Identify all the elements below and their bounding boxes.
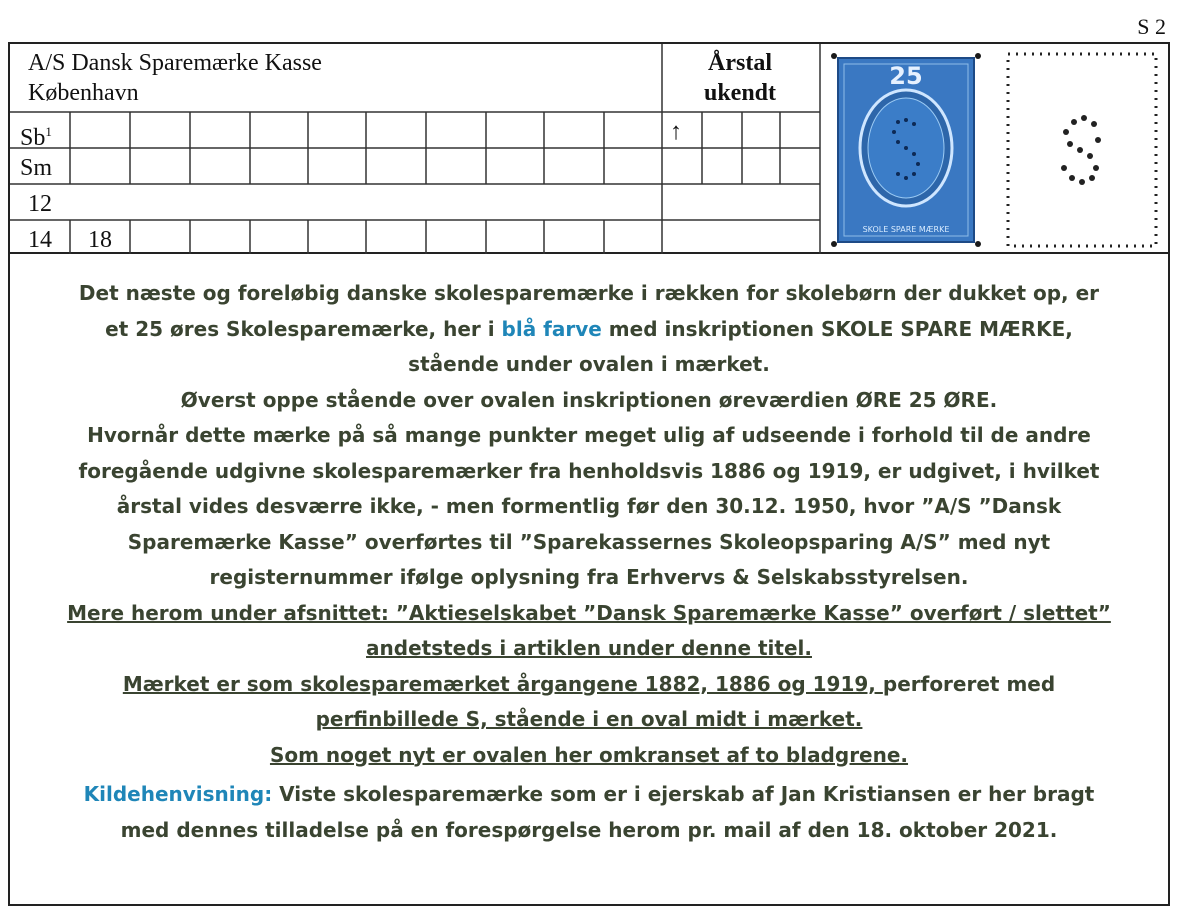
arrow-up-icon: ↑ — [670, 119, 682, 145]
stamp-back-perfin-image — [1004, 50, 1160, 250]
catalog-header — [10, 44, 1168, 254]
para-5-line-3: Som noget nyt er ovalen her omkranset af to bladgrene. — [269, 742, 909, 767]
para-3-line-1: Hvornår dette mærke på så mange punkter meget ulig af udseende i forhold til de andre — [87, 423, 1091, 447]
para-1-line-3: stående under ovalen i mærket. — [408, 352, 770, 376]
para-6-line-2: med dennes tilladelse på en forespørgelse herom pr. mail af den 18. oktober 2021. — [120, 817, 1058, 842]
para-1-line-1: Det næste og foreløbig danske skolesparemærke i rækken for skolebørn der dukket op, er — [78, 281, 1100, 305]
para-3-line-2: foregående udgivne skolesparemærker fra henholdsvis 1886 og 1919, er udgivet, i hvilket — [78, 458, 1100, 483]
para-2: Øverst oppe stående over ovalen inskriptionen øreværdien ØRE 25 ØRE. — [180, 387, 998, 412]
para-3-line-4: Sparemærke Kasse” overførtes til ”Sparekassernes Skoleopsparing A/S” med nyt — [127, 529, 1051, 554]
source-label: Kildehenvisning: — [83, 782, 273, 806]
issue-year — [662, 48, 818, 108]
catalog-card — [8, 42, 1170, 906]
description-text — [10, 276, 1168, 848]
para-6-line-1: Kildehenvisning: Viste skolesparemærke som er i ejerskab af Jan Kristiansen er her bragt — [83, 782, 1095, 806]
para-1-line-2: et 25 øres Skolesparemærke, her i blå farve med inskriptionen SKOLE SPARE MÆRKE, — [105, 316, 1073, 341]
para-5-line-2: perfinbillede S, stående i en oval midt i mærket. — [315, 707, 863, 731]
issuer-line-1: A/S Dansk Sparemærke Kasse — [28, 50, 322, 76]
stamp-front-image — [828, 50, 984, 250]
row-value-18: 18 — [88, 227, 112, 253]
para-5-line-1: Mærket er som skolesparemærket årgangene 1882, 1886 og 1919, perforeret med — [122, 671, 1056, 696]
row-label-12: 12 — [28, 191, 52, 217]
para-3-line-5: registernummer ifølge oplysning fra Erhvervs & Selskabsstyrelsen. — [209, 565, 969, 589]
para-4-line-2: andetsteds i artiklen under denne titel. — [366, 636, 812, 660]
issuer-line-2: København — [28, 80, 139, 106]
para-3-line-3: årstal vides desværre ikke, - men formentlig før den 30.12. 1950, hvor ”A/S ”Dansk — [116, 494, 1062, 518]
row-label-sb: Sb$^1$ — [20, 124, 52, 151]
blue-color-text: blå farve — [501, 316, 602, 341]
stamp-inscription: SKOLE SPARE MÆRKE — [862, 225, 950, 234]
page-number: S 2 — [1137, 14, 1166, 39]
row-label-sm: Sm — [20, 155, 53, 181]
year-line-1: Årstal — [708, 50, 772, 76]
issuer-name — [28, 48, 322, 108]
stamp-value: 25 — [889, 62, 923, 90]
year-line-2: ukendt — [703, 80, 777, 106]
para-4-line-1: Mere herom under afsnittet: ”Aktieselskabet ”Dansk Sparemærke Kasse” overført / slettet” — [67, 600, 1111, 625]
row-label-14: 14 — [28, 227, 52, 253]
